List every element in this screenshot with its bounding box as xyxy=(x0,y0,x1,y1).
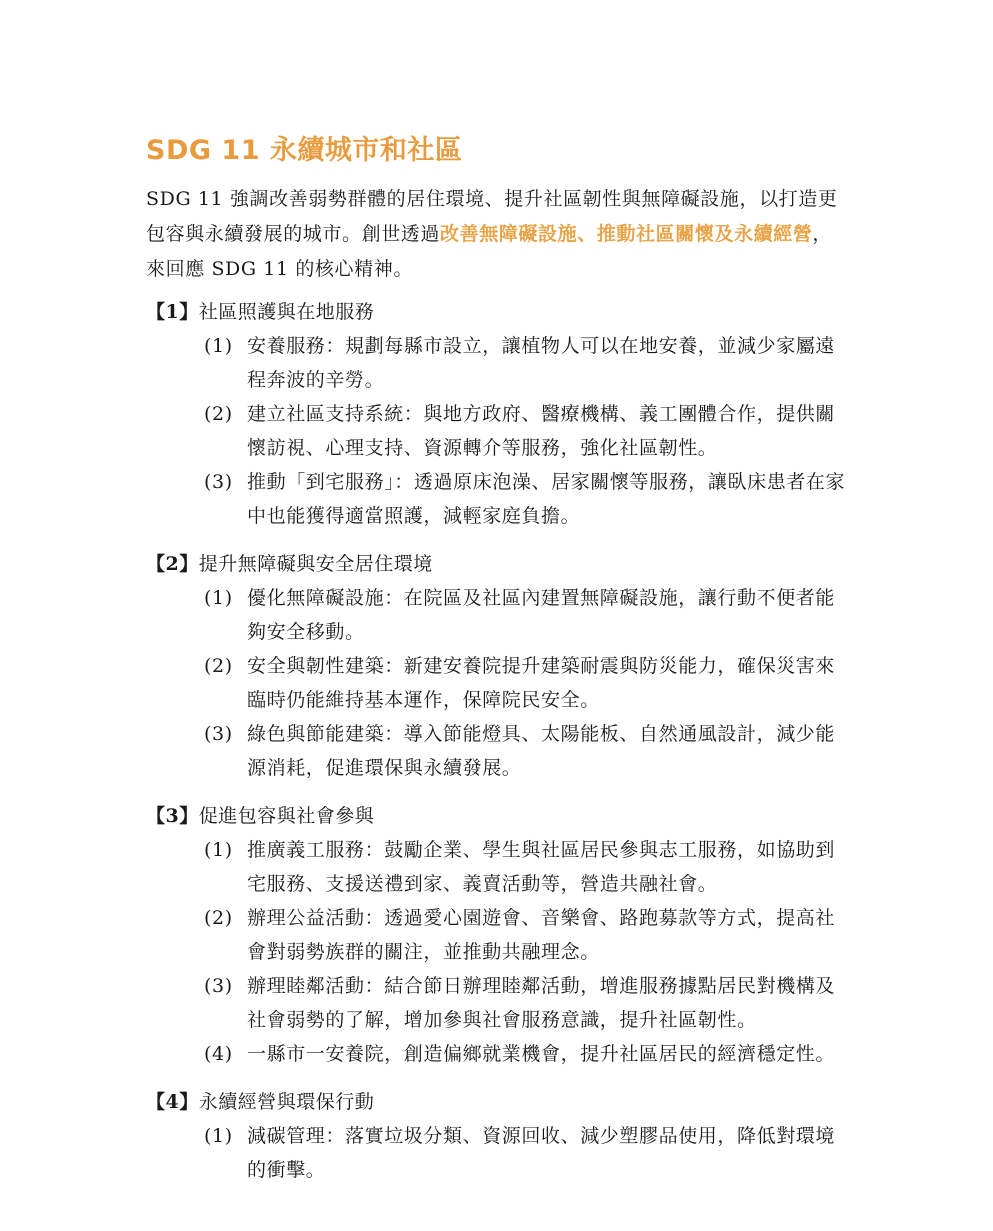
list-item xyxy=(146,833,846,901)
section-marker: 【3】 xyxy=(146,805,199,827)
item-text: 推廣義工服務：鼓勵企業、學生與社區居民參與志工服務，如協助到宅服務、支援送禮到家、義賣活動等，營造共融社會。 xyxy=(247,839,836,895)
section-2 xyxy=(146,547,846,785)
item-number: (1) xyxy=(204,1125,233,1147)
section-marker: 【4】 xyxy=(146,1091,199,1113)
item-number: (1) xyxy=(204,587,233,609)
list-item xyxy=(146,1119,846,1187)
intro-paragraph xyxy=(146,182,846,287)
list-item xyxy=(146,969,846,1037)
section-title: 提升無障礙與安全居住環境 xyxy=(198,553,433,575)
list-item xyxy=(146,581,846,649)
list-item xyxy=(146,901,846,969)
item-number: (2) xyxy=(204,907,233,929)
item-number: (3) xyxy=(204,471,233,493)
section-heading xyxy=(146,799,846,833)
item-number: (2) xyxy=(204,655,233,677)
section-3 xyxy=(146,799,846,1071)
section-heading xyxy=(146,547,846,581)
section-4 xyxy=(146,1085,846,1187)
page-title: SDG 11 永續城市和社區 xyxy=(146,135,463,166)
item-text: 一縣市一安養院，創造偏鄉就業機會，提升社區居民的經濟穩定性。 xyxy=(247,1043,836,1065)
item-text: 綠色與節能建築：導入節能燈具、太陽能板、自然通風設計，減少能源消耗，促進環保與永續發展。 xyxy=(247,723,836,779)
section-title: 永續經營與環保行動 xyxy=(198,1091,375,1113)
item-number: (3) xyxy=(204,723,233,745)
sections-list xyxy=(146,295,846,1201)
section-title: 促進包容與社會參與 xyxy=(198,805,375,827)
intro-text-before: SDG 11 強調改善弱勢群體的居住環境、提升社區韌性與無障礙設施，以打造更包容與永續發展的城市。創世透過 xyxy=(146,188,838,245)
section-marker: 【1】 xyxy=(146,301,199,323)
intro-text-after: ，來回應 SDG 11 的核心精神。 xyxy=(146,223,833,280)
list-item xyxy=(146,465,846,533)
item-number: (4) xyxy=(204,1043,233,1065)
item-text: 安全與韌性建築：新建安養院提升建築耐震與防災能力，確保災害來臨時仍能維持基本運作，保障院民安全。 xyxy=(247,655,836,711)
section-title: 社區照護與在地服務 xyxy=(198,301,375,323)
item-number: (1) xyxy=(204,335,233,357)
item-number: (2) xyxy=(204,403,233,425)
item-text: 減碳管理：落實垃圾分類、資源回收、減少塑膠品使用，降低對環境的衝擊。 xyxy=(247,1125,836,1181)
item-text: 推動「到宅服務」：透過原床泡澡、居家關懷等服務，讓臥床患者在家中也能獲得適當照護，減輕家庭負擔。 xyxy=(247,471,846,527)
section-heading xyxy=(146,1085,846,1119)
list-item xyxy=(146,649,846,717)
item-text: 優化無障礙設施：在院區及社區內建置無障礙設施，讓行動不便者能夠安全移動。 xyxy=(247,587,836,643)
section-heading xyxy=(146,295,846,329)
item-text: 辦理睦鄰活動：結合節日辦理睦鄰活動，增進服務據點居民對機構及社會弱勢的了解，增加參與社會服務意識，提升社區韌性。 xyxy=(247,975,836,1031)
list-item xyxy=(146,1037,846,1071)
item-text: 建立社區支持系統：與地方政府、醫療機構、義工團體合作，提供關懷訪視、心理支持、資源轉介等服務，強化社區韌性。 xyxy=(247,403,836,459)
intro-highlight: 改善無障礙設施、推動社區關懷及永續經營 xyxy=(440,223,813,245)
list-item xyxy=(146,397,846,465)
section-marker: 【2】 xyxy=(146,553,199,575)
item-number: (1) xyxy=(204,839,233,861)
list-item xyxy=(146,717,846,785)
item-number: (3) xyxy=(204,975,233,997)
item-text: 安養服務：規劃每縣市設立，讓植物人可以在地安養，並減少家屬遠程奔波的辛勞。 xyxy=(247,335,836,391)
item-text: 辦理公益活動：透過愛心園遊會、音樂會、路跑募款等方式，提高社會對弱勢族群的關注，並推動共融理念。 xyxy=(247,907,836,963)
list-item xyxy=(146,329,846,397)
section-1 xyxy=(146,295,846,533)
